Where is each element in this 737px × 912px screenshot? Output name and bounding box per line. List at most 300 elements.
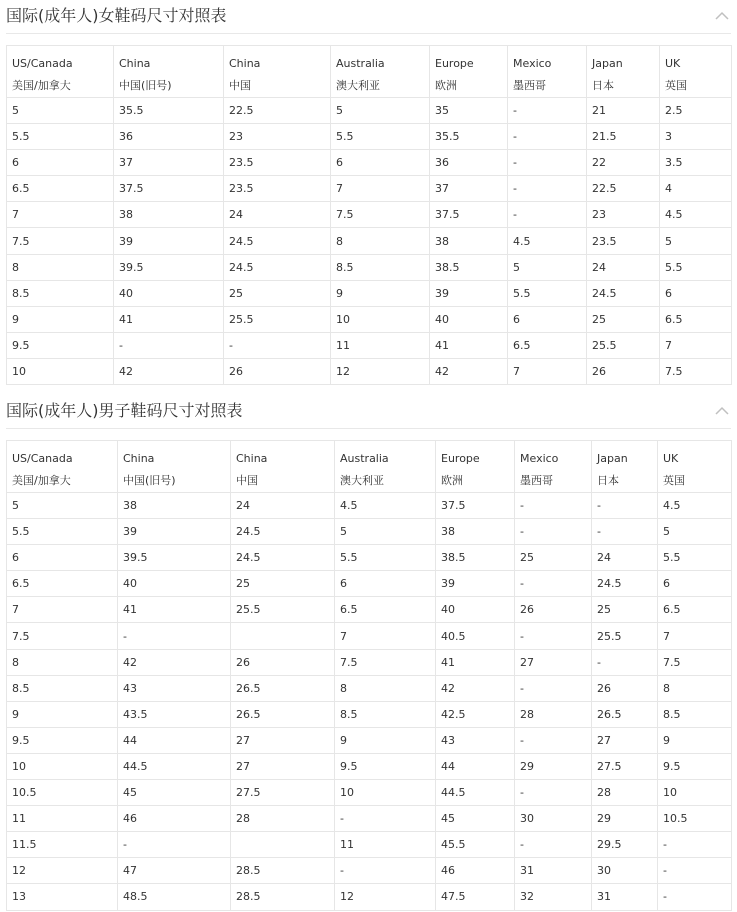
table-cell: 6.5 xyxy=(660,306,732,332)
table-cell: 7.5 xyxy=(658,649,732,675)
table-row xyxy=(7,280,732,306)
table-cell: 42 xyxy=(430,358,508,384)
table-cell: 6.5 xyxy=(7,571,118,597)
column-header xyxy=(508,46,587,98)
men-section-header[interactable] xyxy=(6,395,731,429)
table-cell: 27.5 xyxy=(231,780,335,806)
column-header-sublabel: 中国(旧号) xyxy=(119,79,172,92)
table-cell: 3 xyxy=(660,124,732,150)
table-cell: 6 xyxy=(660,280,732,306)
table-cell: 10 xyxy=(331,306,430,332)
column-header-sublabel: 墨西哥 xyxy=(513,79,546,92)
table-cell: 4.5 xyxy=(658,493,732,519)
table-cell: 24 xyxy=(231,493,335,519)
table-cell: 8 xyxy=(335,675,436,701)
table-cell: 7 xyxy=(331,176,430,202)
table-cell: 11 xyxy=(331,332,430,358)
table-row xyxy=(7,306,732,332)
column-header-sublabel: 日本 xyxy=(597,474,619,487)
table-cell: 42 xyxy=(436,675,515,701)
table-cell: 38 xyxy=(430,228,508,254)
table-cell: 25.5 xyxy=(592,623,658,649)
header-row xyxy=(7,46,732,98)
table-cell: - xyxy=(592,493,658,519)
table-cell: 9.5 xyxy=(7,332,114,358)
table-cell: 5 xyxy=(331,98,430,124)
column-header-sublabel: 美国/加拿大 xyxy=(12,79,71,92)
table-cell: 35 xyxy=(430,98,508,124)
table-cell: 22 xyxy=(587,150,660,176)
table-cell: 5 xyxy=(660,228,732,254)
table-cell: 30 xyxy=(592,858,658,884)
table-cell: 9.5 xyxy=(335,753,436,779)
table-cell: - xyxy=(592,519,658,545)
table-cell: 43 xyxy=(436,727,515,753)
table-cell: - xyxy=(114,332,224,358)
table-row xyxy=(7,884,732,910)
table-cell: 9 xyxy=(7,701,118,727)
table-cell: 41 xyxy=(118,597,231,623)
table-cell: 44.5 xyxy=(436,780,515,806)
table-row xyxy=(7,597,732,623)
table-cell: - xyxy=(592,649,658,675)
column-header-sublabel: 英国 xyxy=(665,79,687,92)
table-cell: 23 xyxy=(587,202,660,228)
table-cell: 26.5 xyxy=(231,675,335,701)
table-cell: 38.5 xyxy=(430,254,508,280)
table-cell: 13 xyxy=(7,884,118,910)
header-row xyxy=(7,441,732,493)
table-cell: 9.5 xyxy=(7,727,118,753)
table-cell: 42 xyxy=(114,358,224,384)
column-header xyxy=(224,46,331,98)
column-header xyxy=(592,441,658,493)
table-cell: 5 xyxy=(508,254,587,280)
table-cell: 28 xyxy=(231,806,335,832)
column-header-label: US/Canada xyxy=(12,57,73,70)
table-cell: 27 xyxy=(231,753,335,779)
table-cell: 45.5 xyxy=(436,832,515,858)
table-cell: 37.5 xyxy=(436,493,515,519)
table-cell: 9 xyxy=(658,727,732,753)
column-header-sublabel: 澳大利亚 xyxy=(340,474,384,487)
table-row xyxy=(7,780,732,806)
table-cell: 26 xyxy=(515,597,592,623)
table-cell: 6 xyxy=(7,150,114,176)
table-cell: 9.5 xyxy=(658,753,732,779)
table-cell: 7.5 xyxy=(7,623,118,649)
table-cell: 48.5 xyxy=(118,884,231,910)
table-row xyxy=(7,202,732,228)
men-section-title: 国际(成年人)男子鞋码尺寸对照表 xyxy=(6,401,243,420)
column-header-sublabel: 墨西哥 xyxy=(520,474,553,487)
table-cell: 4 xyxy=(660,176,732,202)
table-cell: 46 xyxy=(436,858,515,884)
women-size-section xyxy=(0,0,737,34)
table-row xyxy=(7,519,732,545)
column-header-label: Australia xyxy=(336,57,385,70)
women-section-title: 国际(成年人)女鞋码尺寸对照表 xyxy=(6,6,227,25)
table-cell: - xyxy=(118,832,231,858)
table-cell: - xyxy=(508,176,587,202)
table-cell: 8.5 xyxy=(7,280,114,306)
table-cell: 7 xyxy=(508,358,587,384)
table-cell: 8.5 xyxy=(7,675,118,701)
table-row xyxy=(7,228,732,254)
table-cell: - xyxy=(515,727,592,753)
table-cell: 24 xyxy=(224,202,331,228)
column-header-sublabel: 英国 xyxy=(663,474,685,487)
table-cell: 8 xyxy=(658,675,732,701)
column-header-label: Japan xyxy=(597,452,628,465)
table-cell: 39.5 xyxy=(118,545,231,571)
column-header-sublabel: 日本 xyxy=(592,79,614,92)
table-cell: 21 xyxy=(587,98,660,124)
table-cell: 8.5 xyxy=(658,701,732,727)
women-section-header[interactable] xyxy=(6,0,731,34)
column-header-label: UK xyxy=(663,452,679,465)
chevron-up-icon[interactable] xyxy=(713,8,731,24)
table-cell: 4.5 xyxy=(335,493,436,519)
table-cell: 39 xyxy=(430,280,508,306)
column-header xyxy=(587,46,660,98)
column-header-label: Europe xyxy=(435,57,474,70)
table-cell: 23.5 xyxy=(587,228,660,254)
table-cell: 6 xyxy=(331,150,430,176)
table-cell: 9 xyxy=(335,727,436,753)
column-header xyxy=(7,46,114,98)
column-header-label: China xyxy=(236,452,268,465)
table-cell: 28 xyxy=(592,780,658,806)
table-cell: 38 xyxy=(118,493,231,519)
table-cell: 10.5 xyxy=(7,780,118,806)
table-cell: 24.5 xyxy=(224,254,331,280)
table-cell: 9 xyxy=(7,306,114,332)
table-cell: 27.5 xyxy=(592,753,658,779)
table-row xyxy=(7,150,732,176)
table-cell: 36 xyxy=(114,124,224,150)
table-row xyxy=(7,806,732,832)
table-cell: 40 xyxy=(436,597,515,623)
table-cell: 6.5 xyxy=(508,332,587,358)
column-header-sublabel: 美国/加拿大 xyxy=(12,474,71,487)
table-cell: 36 xyxy=(430,150,508,176)
table-cell: 12 xyxy=(331,358,430,384)
table-cell: 46 xyxy=(118,806,231,832)
table-row xyxy=(7,545,732,571)
table-row xyxy=(7,254,732,280)
column-header xyxy=(430,46,508,98)
table-cell: 3.5 xyxy=(660,150,732,176)
table-cell: 5.5 xyxy=(7,519,118,545)
column-header-label: Japan xyxy=(592,57,623,70)
column-header xyxy=(7,441,118,493)
table-cell: 37 xyxy=(114,150,224,176)
table-cell: - xyxy=(658,858,732,884)
table-cell: 6.5 xyxy=(335,597,436,623)
table-cell: - xyxy=(508,98,587,124)
table-cell: 10 xyxy=(658,780,732,806)
table-cell: 37.5 xyxy=(430,202,508,228)
table-cell: 24.5 xyxy=(231,519,335,545)
table-cell: 35.5 xyxy=(114,98,224,124)
table-cell: 38.5 xyxy=(436,545,515,571)
table-row xyxy=(7,176,732,202)
table-cell: 25.5 xyxy=(224,306,331,332)
table-cell: 5.5 xyxy=(335,545,436,571)
table-cell: 42 xyxy=(118,649,231,675)
table-cell: 38 xyxy=(114,202,224,228)
table-cell: 2.5 xyxy=(660,98,732,124)
table-cell: 12 xyxy=(335,884,436,910)
table-cell: 37 xyxy=(430,176,508,202)
column-header xyxy=(331,46,430,98)
column-header-label: Europe xyxy=(441,452,480,465)
table-cell: 43.5 xyxy=(118,701,231,727)
column-header-sublabel: 中国 xyxy=(229,79,251,92)
table-cell: 26 xyxy=(592,675,658,701)
table-cell: 44 xyxy=(436,753,515,779)
table-cell: 29 xyxy=(515,753,592,779)
table-cell: - xyxy=(658,884,732,910)
table-cell: - xyxy=(515,832,592,858)
table-cell: 10 xyxy=(7,358,114,384)
table-cell: 24 xyxy=(587,254,660,280)
table-cell: 26.5 xyxy=(592,701,658,727)
table-cell: - xyxy=(224,332,331,358)
table-cell: - xyxy=(515,519,592,545)
table-cell: 26 xyxy=(587,358,660,384)
table-cell: 12 xyxy=(7,858,118,884)
table-cell: - xyxy=(515,571,592,597)
table-cell: 26 xyxy=(231,649,335,675)
column-header-sublabel: 中国(旧号) xyxy=(123,474,176,487)
table-cell: 24.5 xyxy=(231,545,335,571)
table-cell: 11.5 xyxy=(7,832,118,858)
table-row xyxy=(7,858,732,884)
table-cell: 40 xyxy=(118,571,231,597)
table-cell: 28 xyxy=(515,701,592,727)
table-cell: 8.5 xyxy=(335,701,436,727)
table-cell: 24 xyxy=(592,545,658,571)
column-header-label: China xyxy=(123,452,155,465)
column-header-label: China xyxy=(119,57,151,70)
table-cell: 39 xyxy=(114,228,224,254)
table-row xyxy=(7,124,732,150)
table-cell: 22.5 xyxy=(224,98,331,124)
table-cell: 40 xyxy=(430,306,508,332)
table-cell: 7.5 xyxy=(331,202,430,228)
table-cell: 5.5 xyxy=(7,124,114,150)
table-cell: - xyxy=(508,150,587,176)
table-cell: 35.5 xyxy=(430,124,508,150)
column-header-label: China xyxy=(229,57,261,70)
table-cell: 27 xyxy=(231,727,335,753)
table-cell: 8 xyxy=(7,254,114,280)
table-cell: - xyxy=(335,858,436,884)
table-cell xyxy=(231,623,335,649)
women-size-table xyxy=(6,45,732,385)
table-cell: 6.5 xyxy=(7,176,114,202)
column-header xyxy=(660,46,732,98)
table-cell: 42.5 xyxy=(436,701,515,727)
table-cell: 45 xyxy=(436,806,515,832)
table-row xyxy=(7,675,732,701)
table-cell: 31 xyxy=(592,884,658,910)
table-cell: 37.5 xyxy=(114,176,224,202)
table-cell: 23.5 xyxy=(224,176,331,202)
table-cell: 7.5 xyxy=(660,358,732,384)
table-cell: 5 xyxy=(658,519,732,545)
men-size-section xyxy=(0,395,737,429)
table-cell: 6 xyxy=(335,571,436,597)
table-row xyxy=(7,358,732,384)
column-header xyxy=(114,46,224,98)
table-cell: 5.5 xyxy=(508,280,587,306)
table-cell: 28.5 xyxy=(231,858,335,884)
table-row xyxy=(7,649,732,675)
table-cell: - xyxy=(658,832,732,858)
table-row xyxy=(7,753,732,779)
table-cell: 47.5 xyxy=(436,884,515,910)
table-cell: 8 xyxy=(7,649,118,675)
column-header xyxy=(335,441,436,493)
table-cell: 7 xyxy=(658,623,732,649)
table-cell: - xyxy=(335,806,436,832)
table-cell: - xyxy=(515,493,592,519)
table-cell: 7 xyxy=(660,332,732,358)
table-cell: 39 xyxy=(118,519,231,545)
table-cell: - xyxy=(515,780,592,806)
table-cell: 9 xyxy=(331,280,430,306)
table-cell: 23.5 xyxy=(224,150,331,176)
table-cell: 4.5 xyxy=(508,228,587,254)
table-cell: 11 xyxy=(335,832,436,858)
table-cell: 7.5 xyxy=(7,228,114,254)
column-header-sublabel: 澳大利亚 xyxy=(336,79,380,92)
column-header xyxy=(658,441,732,493)
table-cell: 27 xyxy=(515,649,592,675)
table-cell: 27 xyxy=(592,727,658,753)
table-cell: 22.5 xyxy=(587,176,660,202)
table-cell: 38 xyxy=(436,519,515,545)
table-cell: 32 xyxy=(515,884,592,910)
table-cell: 7.5 xyxy=(335,649,436,675)
table-cell: 45 xyxy=(118,780,231,806)
table-cell: 41 xyxy=(114,306,224,332)
table-cell: - xyxy=(118,623,231,649)
table-cell: 23 xyxy=(224,124,331,150)
column-header-label: Australia xyxy=(340,452,389,465)
table-cell: 39.5 xyxy=(114,254,224,280)
table-cell: 8.5 xyxy=(331,254,430,280)
table-row xyxy=(7,571,732,597)
table-cell: 24.5 xyxy=(224,228,331,254)
table-cell: 25.5 xyxy=(587,332,660,358)
table-cell: 21.5 xyxy=(587,124,660,150)
table-cell: 43 xyxy=(118,675,231,701)
table-cell: 6 xyxy=(658,571,732,597)
table-cell: 6 xyxy=(7,545,118,571)
column-header-sublabel: 欧洲 xyxy=(441,474,463,487)
table-cell: 41 xyxy=(436,649,515,675)
table-row xyxy=(7,332,732,358)
table-cell: 4.5 xyxy=(660,202,732,228)
table-cell: - xyxy=(508,124,587,150)
table-cell: 26.5 xyxy=(231,701,335,727)
column-header-sublabel: 中国 xyxy=(236,474,258,487)
table-cell: 25 xyxy=(515,545,592,571)
table-cell: 7 xyxy=(335,623,436,649)
column-header xyxy=(515,441,592,493)
column-header-label: UK xyxy=(665,57,681,70)
table-cell: 26 xyxy=(224,358,331,384)
table-cell: 5 xyxy=(7,493,118,519)
table-cell: 40 xyxy=(114,280,224,306)
table-cell: 6.5 xyxy=(658,597,732,623)
table-cell: 25 xyxy=(224,280,331,306)
column-header-sublabel: 欧洲 xyxy=(435,79,457,92)
men-size-table xyxy=(6,440,732,911)
table-cell: 7 xyxy=(7,597,118,623)
table-cell: 41 xyxy=(430,332,508,358)
table-cell xyxy=(231,832,335,858)
table-cell: 5 xyxy=(7,98,114,124)
table-cell: 25 xyxy=(592,597,658,623)
table-cell: 29.5 xyxy=(592,832,658,858)
table-row xyxy=(7,493,732,519)
table-cell: 31 xyxy=(515,858,592,884)
table-cell: 24.5 xyxy=(592,571,658,597)
table-cell: - xyxy=(508,202,587,228)
table-cell: 25 xyxy=(231,571,335,597)
table-cell: - xyxy=(515,623,592,649)
table-cell: 25 xyxy=(587,306,660,332)
table-cell: 47 xyxy=(118,858,231,884)
table-row xyxy=(7,701,732,727)
table-cell: 10 xyxy=(7,753,118,779)
table-cell: 30 xyxy=(515,806,592,832)
table-cell: 39 xyxy=(436,571,515,597)
table-cell: 10 xyxy=(335,780,436,806)
table-cell: 25.5 xyxy=(231,597,335,623)
table-cell: 28.5 xyxy=(231,884,335,910)
table-cell: 40.5 xyxy=(436,623,515,649)
table-row xyxy=(7,832,732,858)
column-header-label: US/Canada xyxy=(12,452,73,465)
table-cell: 5.5 xyxy=(658,545,732,571)
table-cell: 5.5 xyxy=(660,254,732,280)
table-cell: 44.5 xyxy=(118,753,231,779)
table-cell: 5.5 xyxy=(331,124,430,150)
table-cell: 8 xyxy=(331,228,430,254)
column-header-label: Mexico xyxy=(513,57,552,70)
chevron-up-icon[interactable] xyxy=(713,403,731,419)
table-row xyxy=(7,98,732,124)
table-row xyxy=(7,727,732,753)
table-cell: 29 xyxy=(592,806,658,832)
column-header xyxy=(118,441,231,493)
table-cell: 24.5 xyxy=(587,280,660,306)
table-cell: 44 xyxy=(118,727,231,753)
table-cell: 5 xyxy=(335,519,436,545)
table-cell: 11 xyxy=(7,806,118,832)
table-cell: - xyxy=(515,675,592,701)
table-cell: 7 xyxy=(7,202,114,228)
table-cell: 10.5 xyxy=(658,806,732,832)
column-header-label: Mexico xyxy=(520,452,559,465)
table-cell: 6 xyxy=(508,306,587,332)
